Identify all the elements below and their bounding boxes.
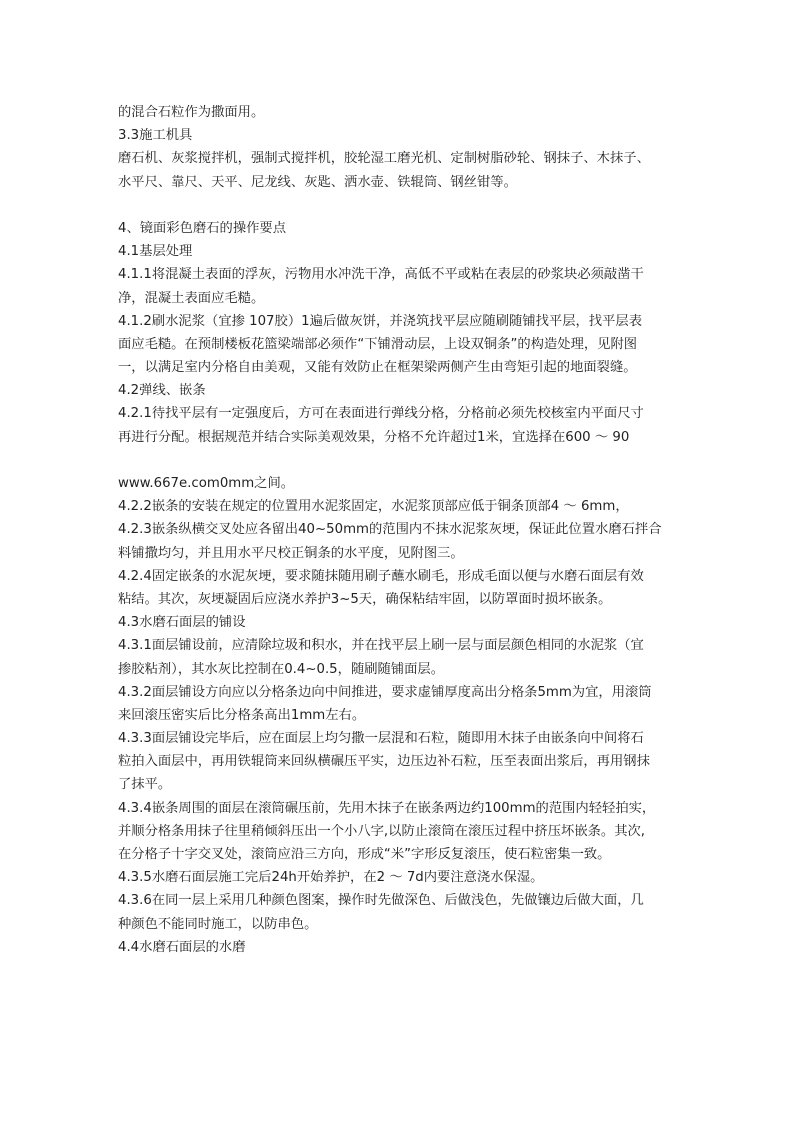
text-line: 料铺撒均匀，并且用水平尺校正铜条的水平度，见附图三。 bbox=[118, 545, 464, 561]
text-line: 4.1.1将混凝土表面的浮灰，污物用水冲洗干净，高低不平或粘在表层的砂浆块必须敲凿干 bbox=[118, 267, 644, 283]
heading-4-3: 4.3水磨石面层的铺设 bbox=[118, 615, 246, 631]
text-line: 一，以满足室内分格自由美观，又能有效防止在框架梁两侧产生由弯矩引起的地面裂缝。 bbox=[118, 360, 637, 376]
text-line: 粒拍入面层中，再用铁辊筒来回纵横碾压平实，边压边补石粒，压至表面出浆后，再用钢抹 bbox=[118, 754, 650, 770]
text-line: 来回滚压密实后比分格条高出1mm左右。 bbox=[118, 707, 366, 723]
paragraph-spacer bbox=[118, 194, 678, 217]
heading-4-2: 4.2弹线、嵌条 bbox=[118, 383, 206, 399]
text-line: 水平尺、靠尺、天平、尼龙线、灰匙、洒水壶、铁辊筒、钢丝钳等。 bbox=[118, 174, 517, 190]
text-line: 4.3.4嵌条周围的面层在滚筒碾压前，先用木抹子在嵌条两边约100mm的范围内轻轻拍实， bbox=[118, 800, 656, 816]
paragraph-block-4b bbox=[118, 472, 678, 959]
text-line: 4.1.2刷水泥浆（宜掺 107胶）1遍后做灰饼，并浇筑找平层应随刷随铺找平层，找平层表 bbox=[118, 313, 642, 329]
text-line: 4.3.2面层铺设方向应以分格条边向中间推进，要求虚铺厚度高出分格条5mm为宜，用滚筒 bbox=[118, 684, 652, 700]
heading-4: 4、镜面彩色磨石的操作要点 bbox=[118, 220, 287, 236]
text-line: 4.3.3面层铺设完毕后，应在面层上均匀撒一层混和石粒，随即用木抹子由嵌条向中间将石 bbox=[118, 731, 644, 747]
paragraph-block-4a bbox=[118, 217, 678, 449]
text-line: 磨石机、灰浆搅拌机，强制式搅拌机，胶轮湿工磨光机、定制树脂砂轮、钢抹子、木抹子、 bbox=[118, 151, 650, 167]
text-line: 掺胶粘剂），其水灰比控制在0.4~0.5，随刷随铺面层。 bbox=[118, 661, 445, 677]
text-line: 4.3.6在同一层上采用几种颜色图案，操作时先做深色、后做浅色，先做镶边后做大面，几 bbox=[118, 893, 644, 909]
text-line: 4.3.1面层铺设前，应清除垃圾和积水，并在找平层上刷一层与面层颜色相同的水泥浆（宜 bbox=[118, 638, 644, 654]
heading-3-3: 3.3施工机具 bbox=[118, 128, 193, 144]
text-line: 4.2.3嵌条纵横交叉处应各留出40~50mm的范围内不抹水泥浆灰埂，保证此位置水磨石拌合 bbox=[118, 522, 662, 538]
paragraph-block-3 bbox=[118, 101, 678, 194]
heading-4-4: 4.4水磨石面层的水磨 bbox=[118, 939, 246, 955]
text-line: 4.2.1待找平层有一定强度后，方可在表面进行弹线分格，分格前必须先校核室内平面尺寸 bbox=[118, 406, 644, 422]
text-line: 了抹平。 bbox=[118, 777, 172, 793]
paragraph-spacer bbox=[118, 449, 678, 472]
text-line: www.667e.com0mm之间。 bbox=[118, 476, 295, 491]
text-line: 在分格子十字交叉处，滚筒应沿三方向，形成“米”字形反复滚压，使石粒密集一致。 bbox=[118, 847, 611, 862]
heading-4-1: 4.1基层处理 bbox=[118, 244, 193, 260]
text-line: 粘结。其次，灰埂凝固后应浇水养护3~5天，确保粘结牢固，以防罩面时损坏嵌条。 bbox=[118, 591, 612, 607]
text-line: 种颜色不能同时施工，以防串色。 bbox=[118, 916, 318, 932]
text-line: 面应毛糙。在预制楼板花篮梁端部必须作“下铺滑动层，上设双铜条”的构造处理，见附图 bbox=[118, 336, 638, 352]
text-line: 再进行分配。根据规范并结合实际美观效果，分格不允许超过1米，宜选择在600 ～ 90 bbox=[118, 429, 630, 445]
document-body bbox=[118, 101, 678, 959]
text-line: 4.2.2嵌条的安装在规定的位置用水泥浆固定，水泥浆顶部应低于铜条顶部4 ～ 6mm， bbox=[118, 499, 629, 515]
text-line: 的混合石粒作为撒面用。 bbox=[118, 105, 265, 120]
text-line: 4.3.5水磨石面层施工完后24h开始养护，在2 ～ 7d内要注意浇水保湿。 bbox=[118, 870, 544, 886]
text-line: 4.2.4固定嵌条的水泥灰埂，要求随抹随用刷子蘸水刷毛，形成毛面以便与水磨石面层有效 bbox=[118, 568, 644, 584]
text-line: 净，混凝土表面应毛糙。 bbox=[118, 290, 265, 306]
text-line: 并顺分格条用抹子往里稍倾斜压出一个小八字,以防止滚筒在滚压过程中挤压坏嵌条。其次, bbox=[118, 823, 646, 839]
